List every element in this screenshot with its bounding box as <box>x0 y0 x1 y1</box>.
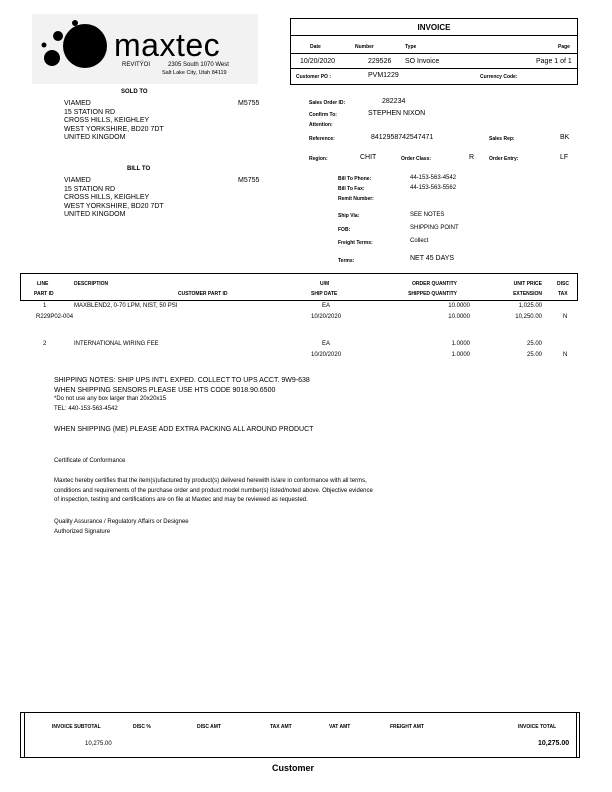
th-part-id: PART ID <box>34 291 54 297</box>
tax-amt-label: TAX AMT <box>270 724 292 730</box>
note-line: TEL: 440-153-563-4542 <box>54 405 118 412</box>
line-items-header-box <box>20 273 578 301</box>
line-shipped-qty: 1.0000 <box>451 352 470 358</box>
region-label: Region: <box>309 156 328 162</box>
attention-label: Attention: <box>309 122 333 128</box>
bill-fax-value: 44-153-563-5562 <box>410 185 457 191</box>
sales-order-value: 282234 <box>382 98 406 105</box>
sales-rep-label: Sales Rep: <box>489 136 515 142</box>
company-name: maxtec <box>114 27 221 63</box>
totals-box <box>20 712 580 758</box>
line-unit-price: 1,025.00 <box>518 303 542 309</box>
packing-note: WHEN SHIPPING (ME) PLEASE ADD EXTRA PACKING ALL AROUND PRODUCT <box>54 426 314 433</box>
reference-value: 8412958742547471 <box>371 134 434 141</box>
sales-rep-value: BK <box>560 134 570 141</box>
type-header: Type <box>405 44 417 50</box>
bill-phone-label: Bill To Phone: <box>338 176 372 182</box>
bill-to-code: M5755 <box>238 177 260 184</box>
invoice-page: Page 1 of 1 <box>536 58 572 65</box>
bill-to-line: 15 STATION RD <box>64 185 116 193</box>
th-shipped-qty: SHIPPED QUANTITY <box>408 291 457 297</box>
company-address-line1: 2305 South 1070 West <box>168 62 229 68</box>
sold-to-line: VIAMED <box>64 100 91 107</box>
invoice-total-label: INVOICE TOTAL <box>518 724 557 730</box>
order-entry-value: LF <box>560 154 569 161</box>
th-order-qty: ORDER QUANTITY <box>412 281 457 287</box>
currency-code-label: Currency Code: <box>480 74 518 80</box>
copy-label: Customer <box>272 763 315 773</box>
date-header: Date <box>310 44 321 50</box>
company-obscured-label: REVITŸOI <box>122 62 151 68</box>
company-address-line2: Salt Lake City, Utah 84119 <box>162 70 227 76</box>
authorized-signature-label: Authorized Signature <box>54 529 111 535</box>
certificate-text <box>54 477 373 506</box>
line-ship-date: 10/20/2020 <box>311 314 342 320</box>
freight-terms-value: Collect <box>410 238 429 244</box>
bill-to-line: VIAMED <box>64 177 91 184</box>
freight-terms-label: Freight Terms: <box>338 240 373 246</box>
line-number: 1 <box>43 303 47 309</box>
subtotal-value: 10,275.00 <box>85 741 112 747</box>
disc-amt-label: DISC AMT <box>197 724 221 730</box>
page-header: Page <box>558 44 570 50</box>
sold-to-line: 15 STATION RD <box>64 108 116 116</box>
sold-to-line: UNITED KINGDOM <box>64 134 126 141</box>
bill-to-line: CROSS HILLS, KEIGHLEY <box>64 194 150 201</box>
th-disc: DISC <box>557 281 569 287</box>
cert-line: of inspection, testing and certifications are on file at Maxtec and may be reviewed as requested. <box>54 497 308 503</box>
ship-via-value: SEE NOTES <box>410 212 445 218</box>
customer-po-label: Customer PO : <box>296 74 332 80</box>
invoice-number: 229526 <box>368 58 392 65</box>
line-um: EA <box>322 341 331 347</box>
line-tax: N <box>563 314 568 320</box>
bill-to-address <box>64 177 164 220</box>
order-class-value: R <box>469 154 475 161</box>
line-unit-price: 25.00 <box>526 341 542 347</box>
fob-value: SHIPPING POINT <box>410 225 459 231</box>
confirm-to-value: STEPHEN NIXON <box>368 110 426 117</box>
sold-to-address <box>64 100 164 143</box>
line-description: MAXBLEND2, 0-70 LPM, NIST, 50 PSI <box>74 303 178 309</box>
sold-to-line: CROSS HILLS, KEIGHLEY <box>64 117 150 124</box>
table-row <box>20 302 578 326</box>
line-order-qty: 10.0000 <box>448 303 470 309</box>
bill-to-line: UNITED KINGDOM <box>64 211 126 218</box>
line-part-id: R229P02-004 <box>36 314 74 320</box>
th-customer-part: CUSTOMER PART ID <box>178 291 228 297</box>
customer-po-value: PVM1229 <box>368 72 399 79</box>
invoice-title: INVOICE <box>417 23 451 32</box>
sold-to-label: SOLD TO <box>121 89 148 95</box>
sold-to-line: WEST YORKSHIRE, BD20 7DT <box>64 125 164 133</box>
line-tax: N <box>563 352 568 358</box>
cert-line: Maxtec hereby certifies that the item(s)ufactured by product(s) delivered herewith is/are in conformance with all terms, <box>54 478 367 484</box>
terms-label: Terms: <box>338 258 355 264</box>
qa-line: Quality Assurance / Regulatory Affairs or Designee <box>54 519 189 525</box>
invoice-type: SO Invoice <box>405 58 440 65</box>
region-value: CHIT <box>360 154 377 161</box>
confirm-to-label: Confirm To: <box>309 112 337 118</box>
line-shipped-qty: 10.0000 <box>448 314 470 320</box>
th-line: LINE <box>37 281 49 287</box>
bill-phone-value: 44-153-563-4542 <box>410 175 457 181</box>
ship-via-label: Ship Via: <box>338 213 360 219</box>
line-order-qty: 1.0000 <box>451 341 470 347</box>
invoice-date: 10/20/2020 <box>300 58 336 65</box>
reference-label: Reference: <box>309 136 335 142</box>
cert-line: conditions and requirements of the purchase order and product model number(s) listed/noted above. Objective evidence <box>54 487 373 494</box>
subtotal-label: INVOICE SUBTOTAL <box>52 724 101 730</box>
line-um: EA <box>322 303 331 309</box>
th-um: U/M <box>320 281 330 287</box>
number-header: Number <box>355 44 374 50</box>
disc-pct-label: DISC % <box>133 724 151 730</box>
shipping-notes <box>54 376 310 414</box>
line-extension: 25.00 <box>526 352 542 358</box>
bill-fax-label: Bill To Fax: <box>338 186 365 192</box>
invoice-total-value: 10,275.00 <box>538 740 570 747</box>
maxtec-dots-logo-icon <box>38 18 118 78</box>
freight-amt-label: FREIGHT AMT <box>390 724 424 730</box>
table-row <box>20 340 578 364</box>
company-logo-block <box>32 14 258 84</box>
sales-order-label: Sales Order ID: <box>309 100 346 106</box>
line-ship-date: 10/20/2020 <box>311 352 342 358</box>
line-number: 2 <box>43 341 47 347</box>
line-extension: 10,250.00 <box>515 314 542 320</box>
order-class-label: Order Class: <box>401 156 432 162</box>
note-line: *Do not use any box larger than 20x20x15 <box>54 396 167 402</box>
remit-number-label: Remit Number: <box>338 196 374 202</box>
th-ship-date: SHIP DATE <box>311 291 338 297</box>
bill-to-line: WEST YORKSHIRE, BD20 7DT <box>64 202 164 210</box>
vat-amt-label: VAT AMT <box>329 724 351 730</box>
terms-value: NET 45 DAYS <box>410 255 455 262</box>
th-extension: EXTENSION <box>513 291 542 297</box>
th-tax: TAX <box>558 291 568 297</box>
th-description: DESCRIPTION <box>74 281 109 287</box>
certificate-title: Certificate of Conformance <box>54 458 126 464</box>
line-description: INTERNATIONAL WIRING FEE <box>74 341 159 347</box>
fob-label: FOB: <box>338 227 351 233</box>
th-unit-price: UNIT PRICE <box>513 281 542 287</box>
order-entry-label: Order Entry: <box>489 156 519 162</box>
note-line: WHEN SHIPPING SENSORS PLEASE USE HTS CODE 9018.90.6500 <box>54 386 276 394</box>
note-line: SHIPPING NOTES: SHIP UPS INT'L EXPED. COLLECT TO UPS ACCT. 9W9-638 <box>54 377 310 384</box>
bill-to-label: BILL TO <box>127 166 151 172</box>
sold-to-code: M5755 <box>238 100 260 107</box>
